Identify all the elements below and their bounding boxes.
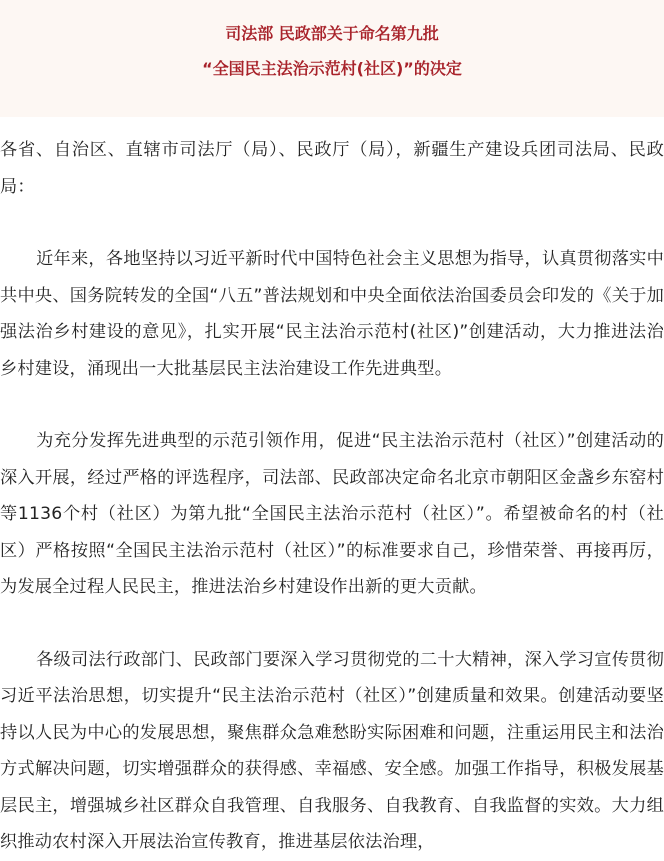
article-body (0, 132, 664, 861)
paragraph-2: 为充分发挥先进典型的示范引领作用，促进“民主法治示范村（社区）”创建活动的深入开展，经过严格的评选程序，司法部、民政部决定命名北京市朝阳区金盏乡东窑村等1136个村（社区）为第九批“全国民主法治示范村（社区）”。希望被命名的村（社区）严格按照“全国民主法治示范村（社区）”的标准要求自己，珍惜荣誉、再接再厉，为发展全过程人民民主，推进法治乡村建设作出新的更大贡献。 (0, 431, 664, 597)
salutation: 各省、自治区、直辖市司法厅（局）、民政厅（局），新疆生产建设兵团司法局、民政局： (0, 140, 664, 197)
article-title-line-2: “全国民主法治示范村(社区)”的决定 (202, 59, 462, 78)
paragraph-spacer (0, 387, 664, 423)
paragraph-spacer (0, 205, 664, 241)
paragraph-spacer (0, 606, 664, 642)
paragraph-1: 近年来，各地坚持以习近平新时代中国特色社会主义思想为指导，认真贯彻落实中共中央、国务院转发的全国“八五”普法规划和中央全面依法治国委员会印发的《关于加强法治乡村建设的意见》，扎实开展“民主法治示范村(社区)”创建活动，大力推进法治乡村建设，涌现出一大批基层民主法治建设工作先进典型。 (0, 249, 664, 379)
paragraph-3: 各级司法行政部门、民政部门要深入学习贯彻党的二十大精神，深入学习宣传贯彻习近平法治思想，切实提升“民主法治示范村（社区）”创建质量和效果。创建活动要坚持以人民为中心的发展思想，聚焦群众急难愁盼实际困难和问题，注重运用民主和法治方式解决问题，切实增强群众的获得感、幸福感、安全感。加强工作指导，积极发展基层民主，增强城乡社区群众自我管理、自我服务、自我教育、自我监督的实效。大力组织推动农村深入开展法治宣传教育，推进基层依法治理， (0, 649, 664, 852)
article-title-line-1: 司法部 民政部关于命名第九批 (225, 24, 439, 43)
article-header (0, 0, 664, 117)
